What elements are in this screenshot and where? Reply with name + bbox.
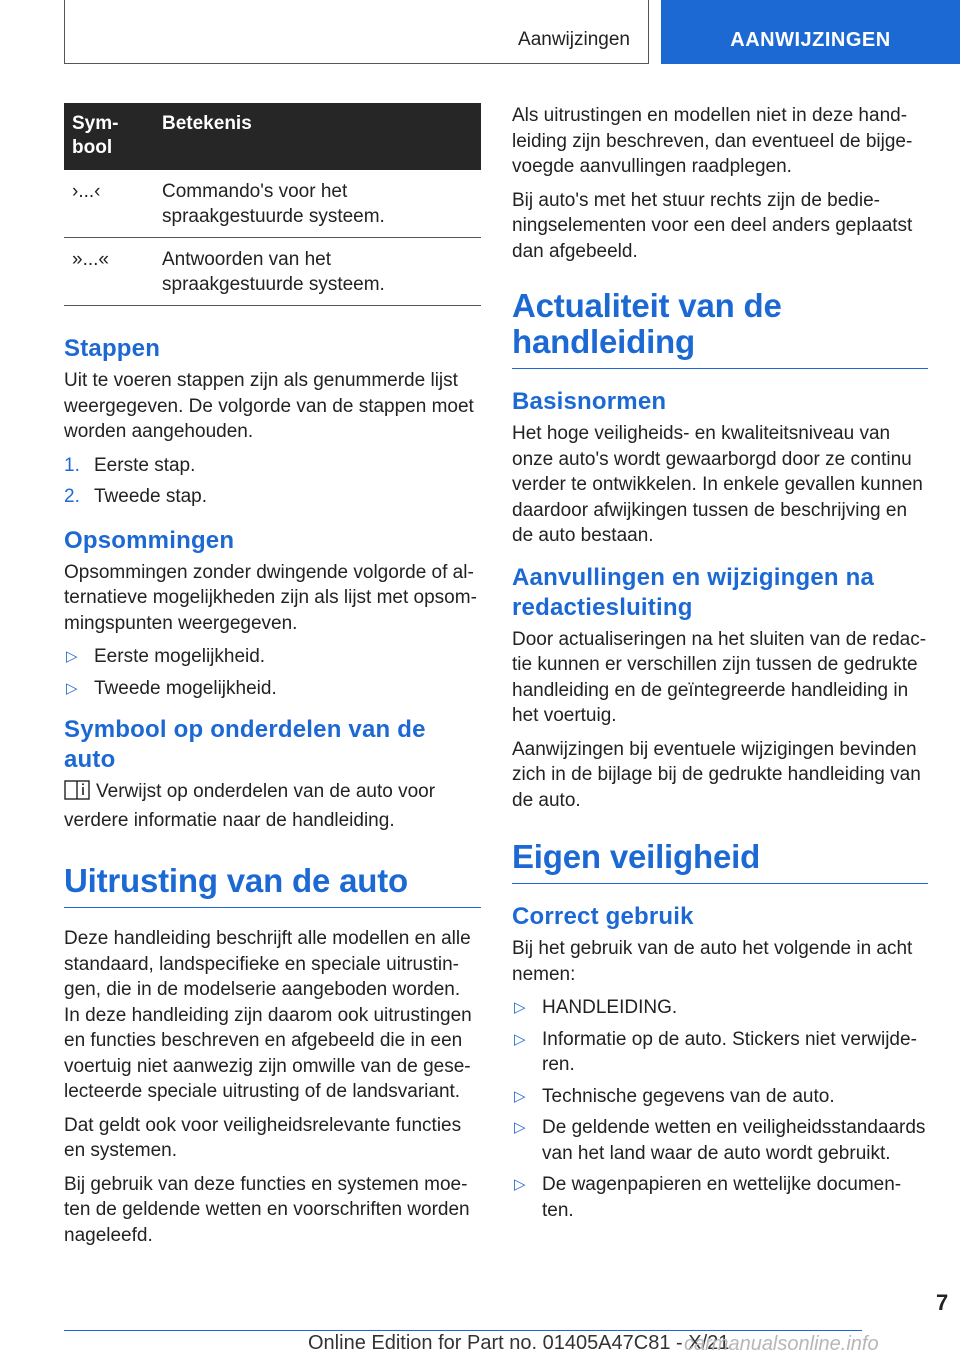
correct-gebruik-heading: Correct gebruik bbox=[512, 903, 694, 930]
stappen-list bbox=[64, 453, 481, 510]
list-item: ▷ Informatie op de auto. Stickers niet verwijde‐ ren. bbox=[514, 1028, 917, 1075]
intro-paragraph: Als uitrustingen en modellen niet in deze hand‐ leiding zijn beschreven, dan eventueel de bijge‐ voegde aanvullingen raadplegen. bbox=[512, 105, 913, 177]
meaning-column-header: Betekenis bbox=[154, 103, 481, 170]
basisnormen-text: Het hoge veiligheids- en kwaliteitsniveau van onze auto's wordt gewaarborgd door ze continu verder te ontwikkelen. In enkele gevallen kunnen daardoor afwijkingen tussen de beschrijving en de auto bestaan. bbox=[512, 423, 923, 546]
symbol-table-header-row bbox=[64, 103, 481, 170]
symbol-cell: ›...‹ bbox=[64, 170, 154, 238]
header-chapter-tab: AANWIJZINGEN bbox=[661, 0, 960, 64]
header-section-title: Aanwijzingen bbox=[518, 29, 630, 50]
right-column bbox=[512, 103, 928, 1233]
bullet-triangle-icon: ▷ bbox=[514, 1087, 526, 1105]
uitrusting-paragraph: Deze handleiding beschrijft alle modellen en alle standaard, landspecifieke en speciale uitrustin‐ gen, die in de modelserie aangeboden worden. In deze handleiding zijn daarom ook uitrustingen en functies beschreven en afgebeeld die in een voertuig niet aanwezig zijn omwille van de gese‐ lecteerde speciale uitrusting of de landsvariant. bbox=[64, 928, 472, 1102]
table-row bbox=[64, 238, 481, 306]
correct-gebruik-text: Bij het gebruik van de auto het volgende in acht nemen: bbox=[512, 938, 913, 985]
step-number: 1. bbox=[64, 454, 80, 476]
list-item: ▷ HANDLEIDING. bbox=[512, 995, 928, 1021]
veiligheid-heading: Eigen veiligheid bbox=[512, 839, 928, 884]
bullet-triangle-icon: ▷ bbox=[514, 1119, 526, 1136]
left-column bbox=[64, 103, 481, 1256]
footer-edition: Online Edition for Part no. 01405A47C81 - X/21 bbox=[308, 1332, 730, 1354]
list-item: ▷ Tweede mogelijkheid. bbox=[64, 676, 481, 702]
uitrusting-paragraph: Dat geldt ook voor veiligheidsrelevante functies en systemen. bbox=[64, 1114, 462, 1161]
page-number: 7 bbox=[936, 1290, 949, 1315]
basisnormen-heading: Basisnormen bbox=[512, 388, 667, 415]
bullet-triangle-icon: ▷ bbox=[514, 999, 526, 1016]
opsommingen-list bbox=[64, 644, 481, 701]
list-item bbox=[64, 484, 481, 510]
step-label: Tweede stap. bbox=[94, 486, 208, 507]
step-label: Eerste stap. bbox=[94, 454, 196, 476]
list-item: ▷ De geldende wetten en veiligheidsstandaards van het land waar de auto wordt gebruikt. bbox=[514, 1117, 926, 1164]
meaning-cell: Commando's voor het spraakgestuurde systeem. bbox=[154, 170, 481, 238]
symbol-column-header: Sym‐ bool bbox=[64, 103, 154, 170]
intro-paragraph: Bij auto's met het stuur rechts zijn de bedie‐ ningselementen voor een deel anders geplaatst dan afgebeeld. bbox=[512, 189, 913, 262]
bullet-triangle-icon: ▷ bbox=[514, 1030, 526, 1048]
list-item: ▷ Technische gegevens van de auto. bbox=[512, 1084, 928, 1110]
opsommingen-text: Opsommingen zonder dwingende volgorde of al‐ ternatieve mogelijkheden zijn als lijst met opsom‐ mingspunten weergegeven. bbox=[64, 561, 477, 634]
table-row bbox=[64, 170, 481, 238]
bullet-triangle-icon: ▷ bbox=[66, 648, 78, 665]
bullet-triangle-icon: ▷ bbox=[66, 679, 78, 697]
step-number: 2. bbox=[64, 486, 80, 507]
bullet-triangle-icon: ▷ bbox=[514, 1176, 526, 1193]
list-item: ▷ Eerste mogelijkheid. bbox=[64, 644, 481, 670]
aanvullingen-paragraph: Door actualiseringen na het sluiten van de redac‐ tie kunnen er verschillen zijn tussen de gedrukte handleiding en de geïntegreerde handleiding in het voertuig. bbox=[512, 628, 927, 726]
opsommingen-heading: Opsommingen bbox=[64, 526, 235, 554]
symbol-cell: »...« bbox=[64, 238, 154, 306]
stappen-heading: Stappen bbox=[64, 335, 161, 362]
uitrusting-heading: Uitrusting van de auto bbox=[64, 863, 481, 908]
aanvullingen-paragraph: Aanwijzingen bij eventuele wijzigingen bevinden zich in de bijlage bij de gedrukte handleiding van de auto. bbox=[512, 738, 921, 811]
symbool-heading: Symbool op onderdelen van de auto bbox=[64, 716, 426, 773]
symbool-text: Verwijst op onderdelen van de auto voor verdere informatie naar de handleiding. bbox=[64, 781, 436, 831]
footer-watermark: carmanualsonline.info bbox=[684, 1333, 879, 1355]
header-section-box bbox=[64, 0, 649, 64]
list-item bbox=[64, 453, 481, 479]
book-icon bbox=[64, 780, 90, 808]
stappen-text: Uit te voeren stappen zijn als genummerde lijst weergegeven. De volgorde van de stappen moet worden aangehouden. bbox=[64, 370, 474, 442]
uitrusting-paragraph: Bij gebruik van deze functies en systemen moe‐ ten de geldende wetten en voorschriften worden nageleefd. bbox=[64, 1173, 470, 1246]
aanvullingen-heading: Aanvullingen en wijzigingen na redactiesluiting bbox=[512, 563, 875, 621]
actualiteit-heading: Actualiteit van de handleiding bbox=[512, 288, 928, 369]
symbol-table bbox=[64, 103, 481, 306]
meaning-cell: Antwoorden van het spraakgestuurde systeem. bbox=[154, 238, 481, 306]
list-item: ▷ De wagenpapieren en wettelijke documen‐ ten. bbox=[514, 1174, 902, 1221]
footer-divider bbox=[64, 1330, 862, 1331]
correct-gebruik-list bbox=[512, 995, 928, 1223]
